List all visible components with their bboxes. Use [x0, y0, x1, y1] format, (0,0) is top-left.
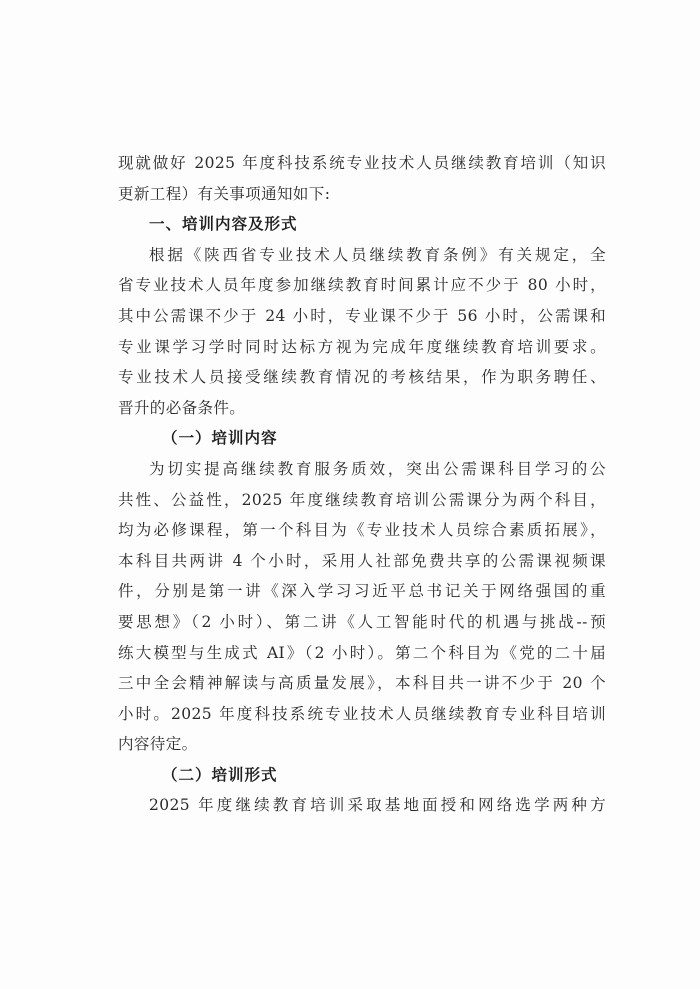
paragraph-line: 共性、公益性，2025 年度继续教育培训公需课分为两个科目，	[118, 490, 606, 509]
paragraph-line: 练大模型与生成式 AI》（2 小时）。第二个科目为《党的二十届	[118, 643, 606, 662]
paragraph-line: 根据《陕西省专业技术人员继续教育条例》有关规定，全	[149, 245, 606, 264]
subsection-heading: （二）培训形式	[162, 765, 278, 784]
paragraph-line: 专业课学习学时同时达标方视为完成年度继续教育培训要求。	[118, 337, 606, 356]
paragraph-line: 件，分别是第一讲《深入学习习近平总书记关于网络强国的重	[118, 582, 606, 601]
paragraph-line: 更新工程）有关事项通知如下:	[118, 184, 331, 203]
paragraph-line: 为切实提高继续教育服务质效，突出公需课科目学习的公	[149, 459, 606, 478]
paragraph-line: 均为必修课程，第一个科目为《专业技术人员综合素质拓展》，	[118, 521, 606, 540]
paragraph-line: 省专业技术人员年度参加继续教育时间累计应不少于 80 小时，	[118, 276, 606, 295]
section-heading: 一、培训内容及形式	[149, 215, 298, 234]
paragraph-line: 本科目共两讲 4 个小时，采用人社部免费共享的公需课视频课	[118, 551, 606, 570]
subsection-heading: （一）培训内容	[162, 429, 278, 448]
paragraph-line: 专业技术人员接受继续教育情况的考核结果，作为职务聘任、	[118, 368, 606, 387]
paragraph-line: 2025 年度继续教育培训采取基地面授和网络选学两种方	[149, 796, 606, 815]
paragraph-line: 三中全会精神解读与高质量发展》，本科目共一讲不少于 20 个	[118, 674, 606, 693]
paragraph-line: 晋升的必备条件。	[118, 398, 246, 417]
paragraph-line: 小时。2025 年度科技系统专业技术人员继续教育专业科目培训	[118, 704, 606, 723]
paragraph-line: 其中公需课不少于 24 小时，专业课不少于 56 小时，公需课和	[118, 306, 606, 325]
document-body	[118, 148, 606, 821]
paragraph-line: 要思想》（2 小时）、第二讲《人工智能时代的机遇与挑战--预	[118, 612, 606, 631]
paragraph-line: 内容待定。	[118, 735, 198, 754]
paragraph-line: 现就做好 2025 年度科技系统专业技术人员继续教育培训（知识	[118, 154, 606, 172]
